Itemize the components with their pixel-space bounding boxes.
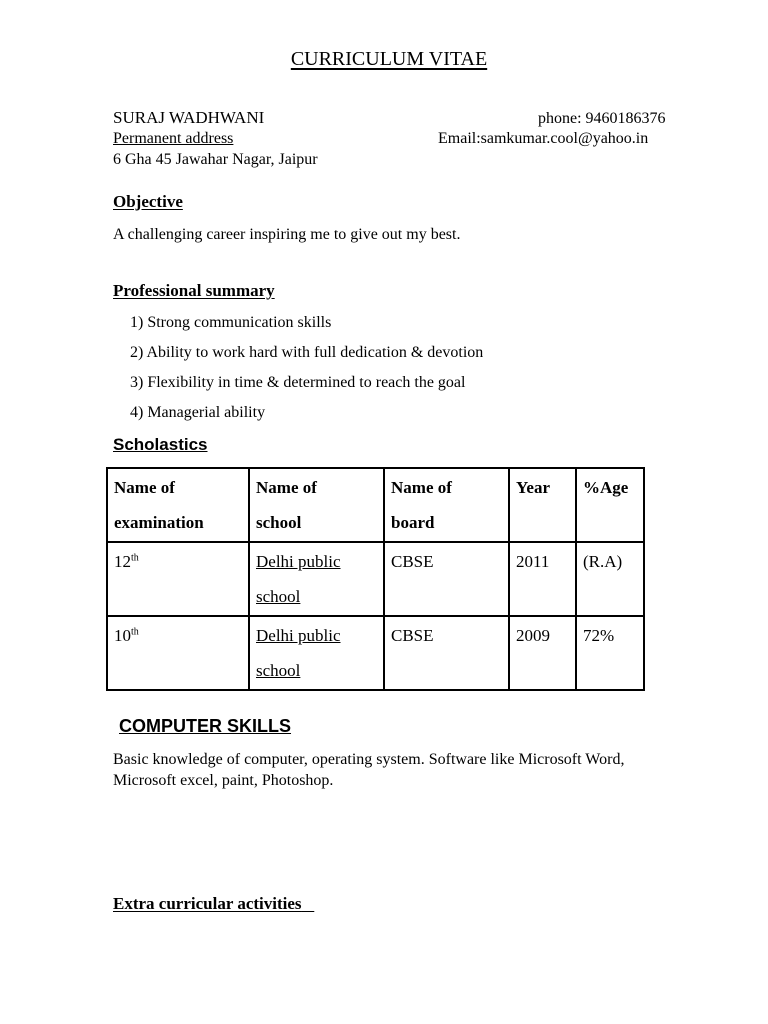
cell-year: 2009 [509, 616, 576, 690]
document-title: CURRICULUM VITAE [290, 48, 488, 70]
summary-item: 2) Ability to work hard with full dedication & devotion [130, 344, 484, 361]
cell-examination: 10th [107, 616, 249, 690]
header-year: Year [509, 468, 576, 542]
cell-examination: 12th [107, 542, 249, 616]
header-school: Name of school [249, 468, 384, 542]
cell-board: CBSE [384, 542, 509, 616]
objective-text: A challenging career inspiring me to give out my best. [113, 226, 461, 243]
scholastics-table [106, 467, 645, 691]
cell-percentage: (R.A) [576, 542, 644, 616]
extra-curricular-heading: Extra curricular activities [113, 894, 302, 913]
objective-heading: Objective [113, 192, 183, 211]
header-examination: Name of examination [107, 468, 249, 542]
scholastics-heading: Scholastics [113, 435, 208, 454]
cell-board: CBSE [384, 616, 509, 690]
cell-percentage: 72% [576, 616, 644, 690]
candidate-name: SURAJ WADHWANI [113, 108, 265, 127]
computer-skills-heading: COMPUTER SKILLS [119, 716, 292, 736]
cell-school: Delhi public school [249, 616, 384, 690]
header-board: Name of board [384, 468, 509, 542]
table-header-row [107, 468, 644, 542]
table-row [107, 542, 644, 616]
address: 6 Gha 45 Jawahar Nagar, Jaipur [113, 151, 318, 168]
cell-year: 2011 [509, 542, 576, 616]
address-label: Permanent address [113, 130, 234, 147]
header-percentage: %Age [576, 468, 644, 542]
summary-item: 1) Strong communication skills [130, 314, 332, 331]
table-row [107, 616, 644, 690]
cell-school: Delhi public school [249, 542, 384, 616]
summary-item: 3) Flexibility in time & determined to reach the goal [130, 374, 466, 391]
computer-skills-text: Basic knowledge of computer, operating system. Software like Microsoft Word, [113, 751, 625, 768]
phone-number: phone: 9460186376 [538, 110, 666, 127]
email-address: Email:samkumar.cool@yahoo.in [438, 130, 649, 147]
summary-item: 4) Managerial ability [130, 404, 266, 421]
summary-heading: Professional summary [113, 281, 275, 300]
computer-skills-text: Microsoft excel, paint, Photoshop. [113, 772, 334, 789]
